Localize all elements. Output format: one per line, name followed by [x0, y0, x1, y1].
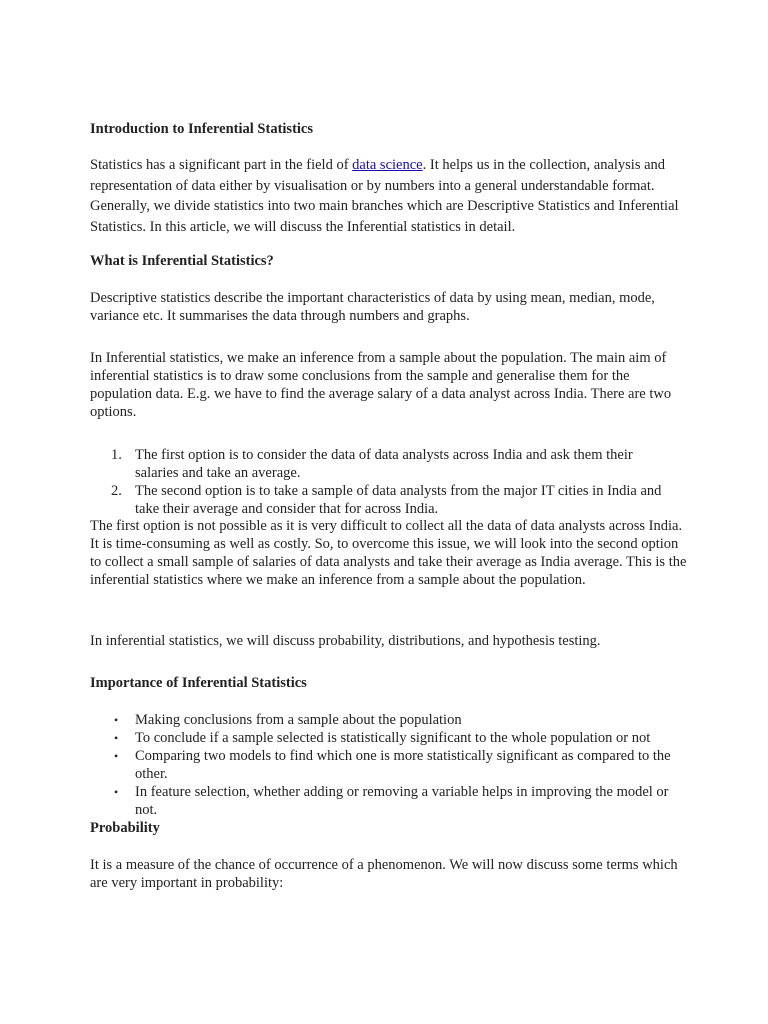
- bullet-icon: •: [114, 731, 119, 745]
- probability-paragraph: It is a measure of the chance of occurrence of a phenomenon. We will now discuss some terms which are very important in probability:: [90, 857, 678, 891]
- list-item: [90, 783, 675, 819]
- intro-paragraph: [90, 155, 690, 237]
- list-number: 2.: [111, 483, 122, 499]
- descriptive-paragraph: Descriptive statistics describe the important characteristics of data by using mean, median, mode, variance etc. It summarises the data through numbers and graphs.: [90, 290, 655, 324]
- intro-text-after-link: . It helps us in the collection, analysis and representation of data either by visualisation or by numbers into a general understandable format. Generally, we divide statistics into two main branches which are Descriptive Statistics and Inferential Statistics. In this article, we will discuss the Inferential statistics in detail.: [90, 157, 679, 235]
- bullet-icon: •: [114, 749, 119, 763]
- bullet-icon: •: [114, 785, 119, 799]
- bullet-icon: •: [114, 713, 119, 727]
- list-item-text: The first option is to consider the data of data analysts across India and ask them their salaries and take an average.: [135, 447, 633, 481]
- list-item-text: In feature selection, whether adding or removing a variable helps in improving the model or not.: [135, 784, 669, 818]
- list-item-text: To conclude if a sample selected is statistically significant to the whole population or not: [135, 730, 651, 746]
- intro-text-before-link: Statistics has a significant part in the field of: [90, 157, 353, 173]
- first-option-paragraph: The first option is not possible as it is very difficult to collect all the data of data analysts across India. It is time-consuming as well as costly. So, to overcome this issue, we will look into the second option to collect a small sample of salaries of data analysts and take their average as India average. This is the inferential statistics where we make an inference from a sample about the population.: [90, 518, 687, 588]
- inferential-paragraph: In Inferential statistics, we make an inference from a sample about the population. The main aim of inferential statistics is to draw some conclusions from the sample and generalise them for the population data. E.g. we have to find the average salary of a data analyst across India. There are two options.: [90, 350, 672, 420]
- heading-probability: Probability: [90, 820, 160, 836]
- list-item: [90, 482, 675, 518]
- data-science-link[interactable]: data science: [352, 157, 423, 173]
- list-item: [90, 729, 675, 747]
- discuss-paragraph: In inferential statistics, we will discuss probability, distributions, and hypothesis testing.: [90, 633, 601, 649]
- list-item-text: The second option is to take a sample of data analysts from the major IT cities in India and take their average and consider that for across India.: [135, 483, 662, 517]
- list-item: [90, 446, 675, 482]
- list-item-text: Comparing two models to find which one is more statistically significant as compared to the other.: [135, 748, 671, 782]
- heading-what-is-inferential: What is Inferential Statistics?: [90, 253, 274, 269]
- list-item-text: Making conclusions from a sample about the population: [135, 712, 462, 728]
- options-list: [90, 446, 690, 518]
- heading-introduction: Introduction to Inferential Statistics: [90, 121, 314, 137]
- list-number: 1.: [111, 447, 122, 463]
- importance-list: [90, 711, 690, 819]
- list-item: [90, 747, 675, 783]
- heading-importance: Importance of Inferential Statistics: [90, 675, 307, 691]
- list-item: [90, 711, 675, 729]
